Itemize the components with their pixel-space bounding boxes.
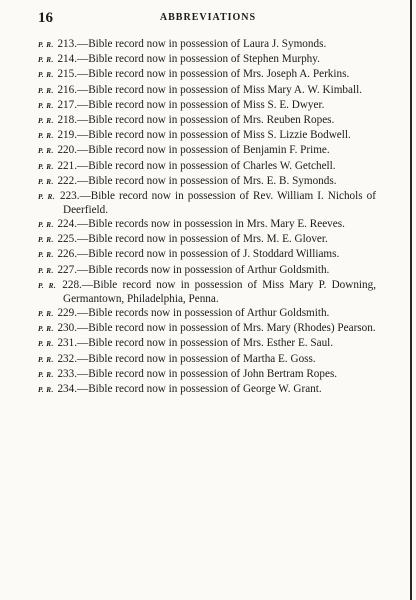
entry-abbreviation: P. R. [38,56,54,65]
entry-paragraph [38,144,376,158]
entry-paragraph [38,218,376,232]
entry-paragraph [38,233,376,247]
abbreviation-entry [38,279,376,306]
entry-abbreviation: P. R. [38,281,57,290]
entry-abbreviation: P. R. [38,236,54,245]
page-header [38,10,378,28]
entry-abbreviation: P. R. [38,221,54,230]
abbreviation-entry [38,190,376,217]
abbreviation-entry [38,322,376,336]
entry-paragraph [38,353,376,367]
entry-paragraph [38,322,376,336]
abbreviation-entry [38,129,376,143]
entry-paragraph [38,307,376,321]
entry-text: 225.—Bible record now in possession of Mrs. M. E. Glover. [57,233,328,246]
entry-abbreviation: P. R. [38,177,54,186]
abbreviation-entry [38,175,376,189]
abbreviation-entry [38,353,376,367]
abbreviation-entry [38,99,376,113]
entry-paragraph [38,38,376,52]
entry-abbreviation: P. R. [38,192,55,201]
entry-abbreviation: P. R. [38,266,54,275]
entry-text: 231.—Bible record now in possession of Mrs. Esther E. Saul. [57,337,334,350]
entry-text: 223.—Bible record now in possession of Rev. William I. Nichols of Deerfield. [59,189,376,216]
entry-paragraph [38,368,376,382]
entry-text: 216.—Bible record now in possession of Miss Mary A. W. Kimball. [57,83,362,96]
abbreviation-entry [38,337,376,351]
entry-paragraph [38,68,376,82]
abbreviation-entry [38,114,376,128]
entry-abbreviation: P. R. [38,162,54,171]
entry-paragraph [38,279,376,306]
abbreviation-entry [38,248,376,262]
entry-paragraph [38,190,376,217]
entry-abbreviation: P. R. [38,86,54,95]
entry-abbreviation: P. R. [38,147,54,156]
entry-abbreviation: P. R. [38,370,54,379]
entry-paragraph [38,160,376,174]
entry-text: 227.—Bible records now in possession of Arthur Goldsmith. [57,263,330,276]
abbreviation-entry [38,160,376,174]
entry-abbreviation: P. R. [38,41,54,49]
entry-abbreviation: P. R. [38,325,54,334]
abbreviation-entry [38,84,376,98]
entry-text: 232.—Bible record now in possession of Martha E. Goss. [57,352,316,365]
page-edge-rule [410,0,412,600]
entry-text: 217.—Bible record now in possession of Miss S. E. Dwyer. [57,98,325,111]
entry-abbreviation: P. R. [38,310,54,318]
entry-text: 229.—Bible records now in possession of Arthur Goldsmith. [57,307,330,319]
entry-text: 222.—Bible record now in possession of Mrs. E. B. Symonds. [57,174,337,187]
entry-abbreviation: P. R. [38,251,54,260]
abbreviation-entry [38,53,376,67]
entry-text: 230.—Bible record now in possession of Mrs. Mary (Rhodes) Pearson. [57,322,376,335]
entry-paragraph [38,114,376,128]
entry-abbreviation: P. R. [38,340,54,349]
abbreviation-entry [38,144,376,158]
entry-text: 233.—Bible record now in possession of John Bertram Ropes. [57,367,338,380]
running-head: ABBREVIATIONS [159,12,257,23]
entry-text: 234.—Bible record now in possession of George W. Grant. [57,382,322,395]
entry-abbreviation: P. R. [38,385,54,394]
abbreviation-entry [38,307,376,321]
abbreviation-entry [38,68,376,82]
entry-text: 213.—Bible record now in possession of Laura J. Symonds. [57,38,327,50]
abbreviation-entry [38,264,376,278]
entry-text: 221.—Bible record now in possession of Charles W. Getchell. [57,159,336,172]
entry-abbreviation: P. R. [38,116,54,125]
abbreviation-entry [38,38,376,52]
entry-text: 220.—Bible record now in possession of Benjamin F. Prime. [57,144,330,157]
entry-abbreviation: P. R. [38,355,54,364]
abbreviation-entry [38,218,376,232]
entry-paragraph [38,248,376,262]
entry-text: 228.—Bible record now in possession of Miss Mary P. Downing, Germantown, Philadelphia, Penna. [62,278,377,305]
entry-paragraph [38,383,376,397]
entry-text: 215.—Bible record now in possession of Mrs. Joseph A. Perkins. [57,68,350,81]
entry-paragraph [38,129,376,143]
entry-text: 224.—Bible records now in possession in Mrs. Mary E. Reeves. [57,218,345,231]
abbreviation-entry [38,383,376,397]
abbreviation-entry [38,368,376,382]
abbreviation-list [38,38,376,398]
entry-abbreviation: P. R. [38,101,54,110]
entry-abbreviation: P. R. [38,132,54,141]
entry-paragraph [38,337,376,351]
entry-text: 218.—Bible record now in possession of Mrs. Reuben Ropes. [57,113,335,126]
abbreviation-entry [38,233,376,247]
entry-paragraph [38,84,376,98]
entry-text: 214.—Bible record now in possession of Stephen Murphy. [57,53,320,66]
entry-text: 226.—Bible record now in possession of J. Stoddard Williams. [57,248,340,261]
entry-paragraph [38,99,376,113]
entry-text: 219.—Bible record now in possession of Miss S. Lizzie Bodwell. [57,129,351,142]
entry-abbreviation: P. R. [38,71,54,80]
entry-paragraph [38,264,376,278]
entry-paragraph [38,53,376,67]
entry-paragraph [38,175,376,189]
page-number: 16 [38,10,53,26]
